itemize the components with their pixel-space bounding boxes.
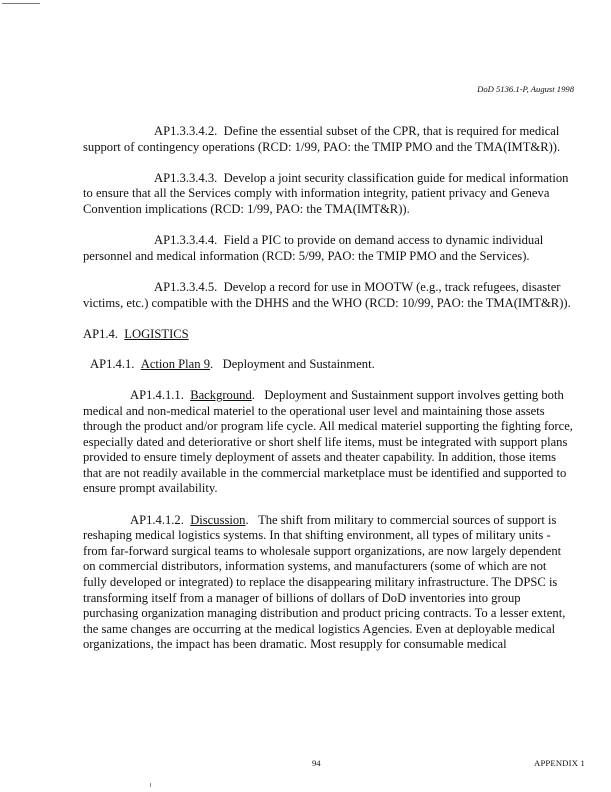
paragraph-number: AP1.4.1.2. (130, 512, 184, 527)
scan-mark (2, 3, 40, 4)
action-plan-heading: AP1.4.1. Action Plan 9. Deployment and Sustainment. (90, 356, 375, 371)
paragraph-text: Define the essential subset of the CPR, that is required for medical support of contingency operations (RCD: 1/99, PAO: the TMIP PMO and the TMA(IMT&R)). (83, 124, 561, 154)
paragraph-number: AP1.3.3.4.3. (154, 170, 218, 185)
action-plan-number: AP1.4.1. (90, 356, 135, 371)
paragraph-number: AP1.3.3.4.5. (154, 279, 218, 294)
paragraph-background: AP1.4.1.1. Background. Deployment and Sustainment support involves getting both medical and non-medical materiel to the operational user level and maintaining those assets through the product and/or program life cycle. All medical materiel supporting the fighting force, especially dated and deteriorative or short shelf life items, must be integrated with support plans provided to ensure timely deployment of assets and theater capability. In addition, those items that are not readily available in the commercial marketplace must be identified and supported to ensure prompt availability. (83, 387, 573, 496)
paragraph-ap1-3-3-4-3 (83, 171, 573, 218)
paragraph-ap1-3-3-4-4 (83, 233, 573, 264)
section-number: AP1.4. (83, 327, 118, 342)
running-header: DoD 5136.1-P, August 1998 (477, 84, 574, 94)
background-label: Background (190, 387, 252, 402)
action-plan-title: Deployment and Sustainment. (222, 356, 375, 371)
section-title: LOGISTICS (124, 327, 189, 342)
appendix-label: APPENDIX 1 (534, 758, 585, 768)
paragraph-discussion: AP1.4.1.2. Discussion. The shift from military to commercial sources of support is reshaping medical logistics systems. In that shifting environment, all types of military units - from far-forward surgical teams to wholesale support organizations, are now largely dependent on commercial distributors, information systems, and manufacturers (some of which are not fully developed or integrated) to replace the disappearing military infrastructure. The DPSC is transforming itself from a manager of billions of dollars of DoD inventories into group purchasing organization managing distribution and product pricing contracts. To a lesser extent, the same changes are occurring at the medical logistics Agencies. Even at deployable medical organizations, the impact has been dramatic. Most resupply for consumable medical (83, 512, 566, 652)
section-heading (83, 327, 573, 343)
paragraph-number: AP1.4.1.1. (130, 387, 184, 402)
page-number: 94 (312, 758, 321, 768)
paragraph-number: AP1.3.3.4.4. (154, 233, 218, 248)
paragraph-text: Develop a record for use in MOOTW (e.g., track refugees, disaster victims, etc.) compatible with the DHHS and the WHO (RCD: 10/99, PAO: the TMA(IMT&R)). (83, 279, 571, 310)
action-plan-label: Action Plan 9 (140, 356, 210, 371)
document-body (83, 124, 573, 669)
discussion-label: Discussion (190, 512, 246, 527)
paragraph-ap1-3-3-4-5 (83, 280, 573, 311)
paragraph-text: Develop a joint security classification guide for medical information to ensure that all the Services comply with information integrity, patient privacy and Geneva Convention implications (RCD: 1/99, PAO: the TMA(IMT&R)). (83, 170, 569, 216)
scan-mark-bottom (150, 783, 151, 787)
paragraph-text: Field a PIC to provide on demand access to dynamic individual personnel and medical information (RCD: 5/99, PAO: the TMIP PMO and the Services). (83, 233, 544, 263)
paragraph-text: The shift from military to commercial sources of support is reshaping medical logistics systems. In that shifting environment, all types of military units - from far-forward surgical teams to wholesale support organizations, are now largely dependent on commercial distributors, information systems, and manufacturers (some of which are not fully developed or integrated) to replace the disappearing military infrastructure. The DPSC is transforming itself from a manager of billions of dollars of DoD inventories into group purchasing organization managing distribution and product pricing contracts. To a lesser extent, the same changes are occurring at the medical logistics Agencies. Even at deployable medical organizations, the impact has been dramatic. Most resupply for consumable medical (83, 512, 566, 652)
paragraph-number: AP1.3.3.4.2. (154, 124, 218, 138)
paragraph-ap1-3-3-4-2 (83, 124, 573, 155)
paragraph-text: Deployment and Sustainment support involves getting both medical and non-medical materiel to the operational user level and maintaining those assets through the product and/or program life cycle. All medical materiel supporting the fighting force, especially dated and deteriorative or short shelf life items, must be integrated with support plans provided to ensure timely deployment of assets and theater capability. In addition, those items that are not readily available in the commercial marketplace must be identified and supported to ensure prompt availability. (83, 387, 573, 496)
